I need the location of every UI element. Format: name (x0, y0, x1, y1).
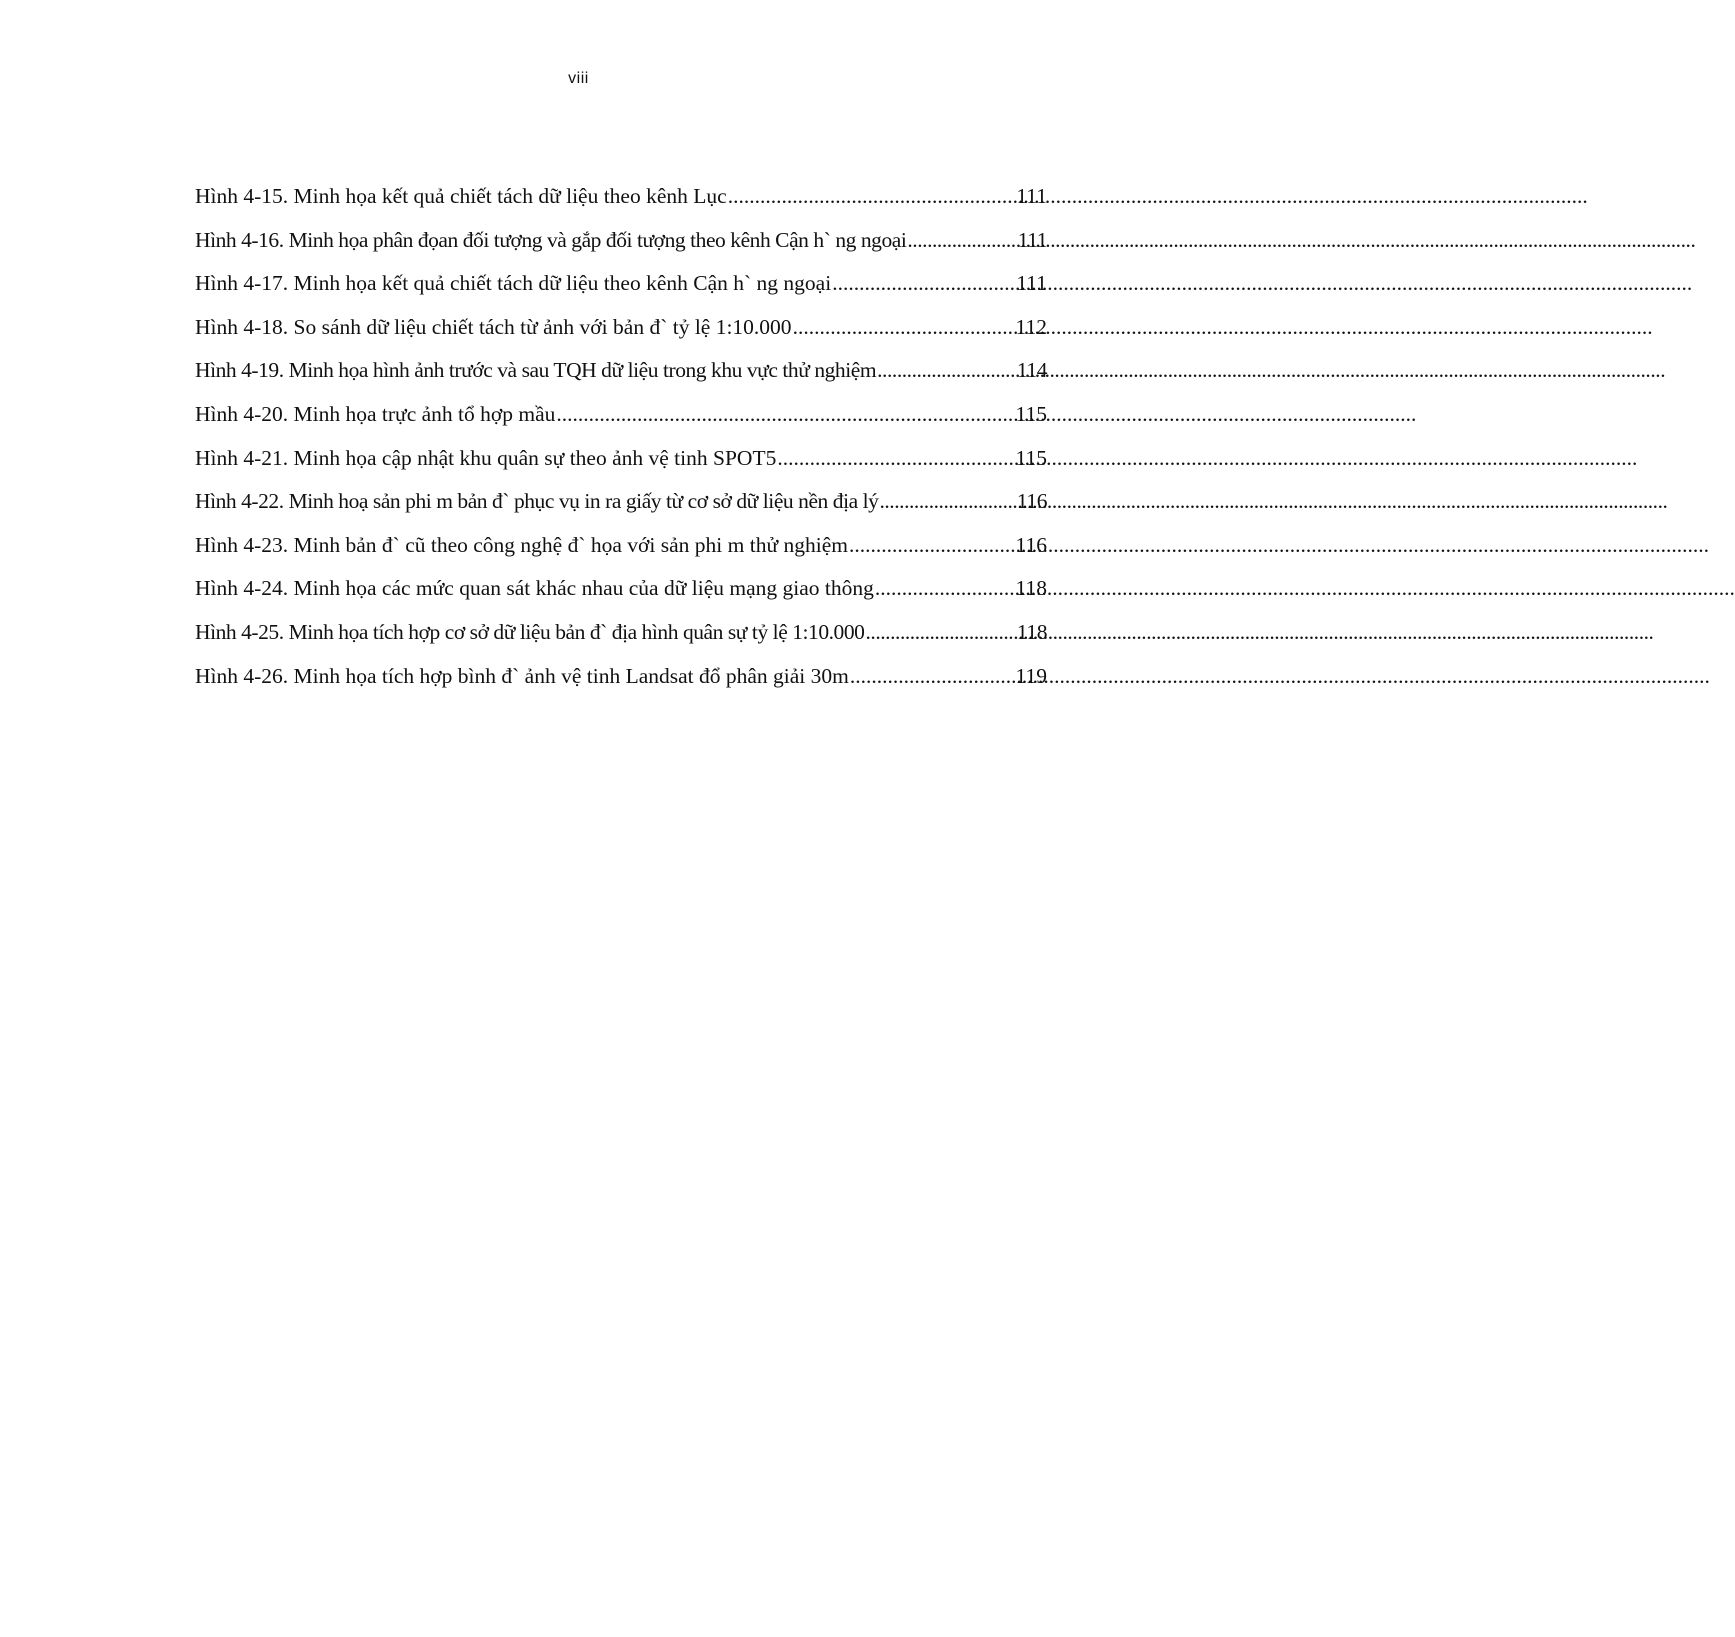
toc-entry-title: Hình 4-17. Minh họa kết quả chiết tách dữ liệu theo kênh Cận h` ng ngoại (195, 271, 832, 296)
toc-entry-page: 111 (1017, 227, 1047, 252)
toc-dot-leader (875, 576, 1015, 601)
toc-dot-leader (879, 489, 1015, 514)
toc-entry-page: 116 (1016, 489, 1047, 514)
toc-dot-leader (865, 620, 1015, 645)
toc-dot-leader (777, 446, 1014, 471)
toc-entry-title: Hình 4-15. Minh họa kết quả chiết tách dữ liệu theo kênh Lục (195, 184, 727, 208)
toc-entry-title: Hình 4-23. Minh bản đ` cũ theo công nghệ đ` họa với sản phi m thử nghiệm (195, 532, 848, 557)
toc-entry[interactable] (195, 620, 1047, 664)
toc-entry-page: 118 (1015, 576, 1047, 601)
toc-entry-page: 111 (1016, 184, 1047, 208)
toc-entry-title: Hình 4-16. Minh họa phân đọan đối tượng và gắp đối tượng theo kênh Cận h` ng ngoại (195, 227, 907, 252)
toc-entry[interactable] (195, 402, 1047, 446)
toc-entry-page: 115 (1015, 401, 1047, 426)
toc-entry[interactable] (195, 358, 1047, 402)
toc-entry[interactable] (195, 228, 1047, 272)
toc-entry[interactable] (195, 489, 1047, 533)
toc-entry[interactable] (195, 576, 1047, 620)
toc-entry-page: 112 (1015, 314, 1047, 339)
toc-dot-leader (877, 358, 1016, 383)
toc-entry[interactable] (195, 184, 1047, 228)
toc-entry[interactable] (195, 533, 1047, 577)
toc-entry-page: 118 (1016, 619, 1047, 644)
toc-entry-page: 114 (1016, 358, 1047, 383)
toc-dot-leader (793, 315, 1015, 340)
toc-entry[interactable] (195, 446, 1047, 490)
toc-entry-title: Hình 4-20. Minh họa trực ảnh tổ hợp mầu (195, 401, 556, 426)
toc-entry-page: 116 (1015, 532, 1047, 557)
toc-entry-title: Hình 4-22. Minh hoạ sản phi m bản đ` phục vụ in ra giấy từ cơ sở dữ liệu nền địa lý (195, 489, 879, 514)
toc-dot-leader (849, 533, 1015, 558)
toc-dot-leader (850, 664, 1015, 689)
toc-dot-leader (832, 271, 1015, 296)
toc-entry-title: Hình 4-24. Minh họa các mức quan sát khác nhau của dữ liệu mạng giao thông (195, 576, 874, 601)
toc-entry[interactable] (195, 664, 1047, 708)
toc-dot-leader (556, 402, 1014, 427)
toc-entry-title: Hình 4-18. So sánh dữ liệu chiết tách từ ảnh với bản đ` tỷ lệ 1:10.000 (195, 314, 792, 339)
toc-dot-leader (907, 228, 1016, 253)
list-of-figures (195, 184, 1047, 707)
toc-entry-title: Hình 4-25. Minh họa tích hợp cơ sở dữ liệu bản đ` địa hình quân sự tỷ lệ 1:10.000 (195, 619, 865, 644)
toc-entry-page: 119 (1015, 663, 1047, 688)
toc-entry-page: 111 (1016, 271, 1047, 296)
toc-entry-title: Hình 4-21. Minh họa cập nhật khu quân sự theo ảnh vệ tinh SPOT5 (195, 445, 777, 470)
toc-entry-title: Hình 4-26. Minh họa tích hợp bình đ` ảnh vệ tinh Landsat đổ phân giải 30m (195, 663, 849, 688)
toc-entry[interactable] (195, 271, 1047, 315)
page-number: viii (568, 70, 589, 87)
toc-entry[interactable] (195, 315, 1047, 359)
toc-entry-title: Hình 4-19. Minh họa hình ảnh trước và sau TQH dữ liệu trong khu vực thử nghiệm (195, 358, 877, 383)
toc-entry-page: 115 (1015, 445, 1047, 470)
toc-dot-leader (728, 184, 1016, 209)
